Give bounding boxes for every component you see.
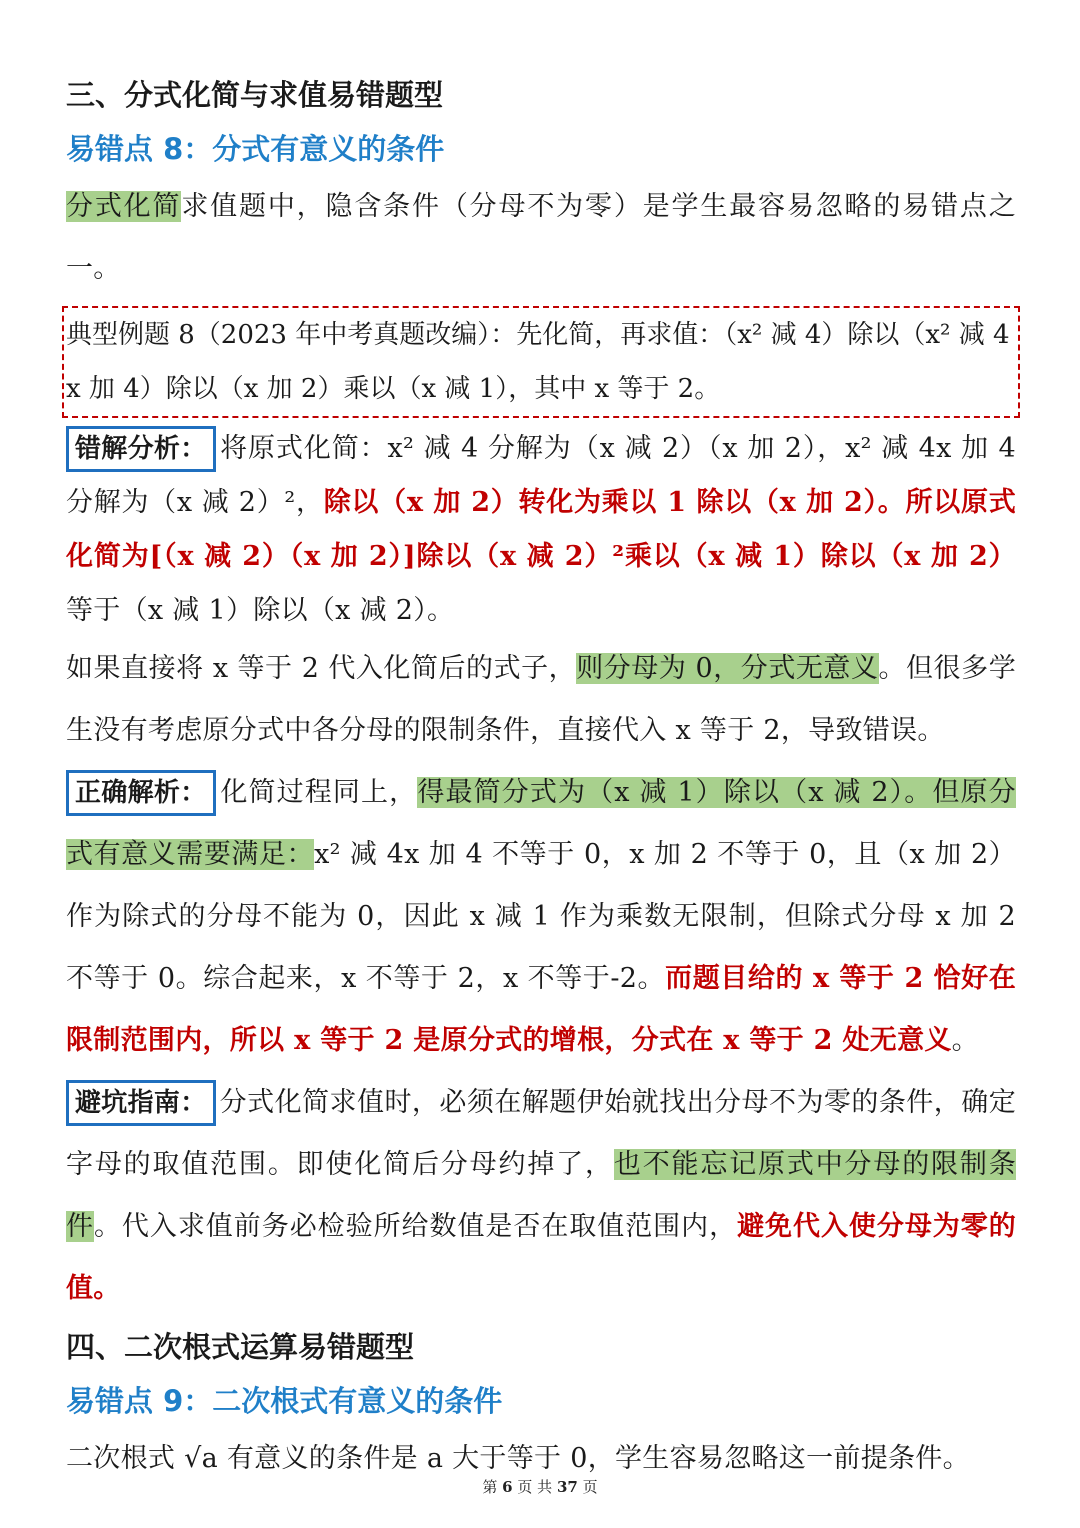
wrong-analysis-label: 错解分析： (66, 426, 216, 472)
page-footer (0, 1476, 1080, 1497)
correct-text-2: x² 减 4x 加 4 不等于 0，x 加 2 不等于 0，且（x 加 2）作为除式的分母不能为 0，因此 x 减 1 作为乘数无限制，但除式分母 x 加 2 不等于 0。综合起来，x 不等于 2，x 不等于-2。 (66, 839, 1016, 994)
correct-analysis-paragraph (66, 762, 1016, 1072)
document-page (66, 66, 1016, 1490)
wrong-analysis-paragraph (66, 422, 1016, 638)
wrong-text-1: 将原式化简：x² 减 4 分解为（x 减 2）（x 加 2），x² 减 4x 加 4 分解为（x 减 2）²， (66, 433, 1016, 518)
direct-text-2: 。但很多学生没有考虑原分式中各分母的限制条件，直接代入 x 等于 2，导致错误。 (66, 653, 1016, 746)
correct-text-1: 化简过程同上， (219, 777, 418, 808)
footer-post: 页 (582, 1478, 598, 1496)
example-box (62, 306, 1020, 418)
guide-text-red: 避免代入使分母为零的值。 (66, 1211, 1017, 1304)
example-text: 典型例题 8（2023 年中考真题改编）：先化简，再求值：（x² 减 4）除以（x² 减 4x 加 4）除以（x 加 2）乘以（x 减 1），其中 x 等于 2。 (66, 320, 1010, 404)
footer-total-pages: 37 (556, 1478, 578, 1496)
section4-intro: 二次根式 √a 有意义的条件是 a 大于等于 0，学生容易忽略这一前提条件。 (66, 1443, 970, 1474)
intro-text: 求值题中，隐含条件（分母不为零）是学生最容易忽略的易错点之一。 (66, 191, 1016, 284)
wrong-text-red: 除以（x 加 2）转化为乘以 1 除以（x 加 2）。所以原式化简为[（x 减 2）（x 加 2）]除以（x 减 2）²乘以（x 减 1）除以（x 加 2） (66, 487, 1016, 572)
footer-pre: 第 (482, 1478, 498, 1496)
guide-text-2: 。代入求值前务必检验所给数值是否在取值范围内， (93, 1211, 738, 1242)
section4-heading: 四、二次根式运算易错题型 (66, 1330, 415, 1364)
correct-text-end: 。 (951, 1025, 979, 1056)
guide-label: 避坑指南： (66, 1080, 216, 1126)
point9-subheading: 易错点 9：二次根式有意义的条件 (66, 1384, 503, 1418)
wrong-text-3: 等于（x 减 1）除以（x 减 2）。 (66, 595, 455, 626)
correct-highlight: 得最简分式为（x 减 1）除以（x 减 2）。但原分式有意义需要满足： (66, 777, 1016, 870)
direct-highlight: 则分母为 0，分式无意义 (576, 653, 879, 684)
correct-text-red: 而题目给的 x 等于 2 恰好在限制范围内，所以 x 等于 2 是原分式的增根，分式在 x 等于 2 处无意义 (66, 963, 1016, 1056)
guide-paragraph (66, 1072, 1016, 1320)
point8-subheading: 易错点 8：分式有意义的条件 (66, 132, 445, 166)
footer-mid: 页 共 (517, 1478, 553, 1496)
guide-highlight: 也不能忘记原式中分母的限制条件 (66, 1149, 1017, 1242)
section3-heading: 三、分式化简与求值易错题型 (66, 78, 444, 112)
footer-page-number: 6 (502, 1478, 513, 1496)
section3-intro (66, 176, 1016, 300)
guide-text-1: 分式化简求值时，必须在解题伊始就找出分母不为零的条件，确定字母的取值范围。即使化简后分母约掉了， (66, 1087, 1016, 1180)
direct-text-1: 如果直接将 x 等于 2 代入化简后的式子， (66, 653, 577, 684)
direct-substitution-paragraph (66, 638, 1016, 762)
correct-analysis-label: 正确解析： (66, 770, 216, 816)
intro-highlight: 分式化简 (66, 191, 182, 222)
